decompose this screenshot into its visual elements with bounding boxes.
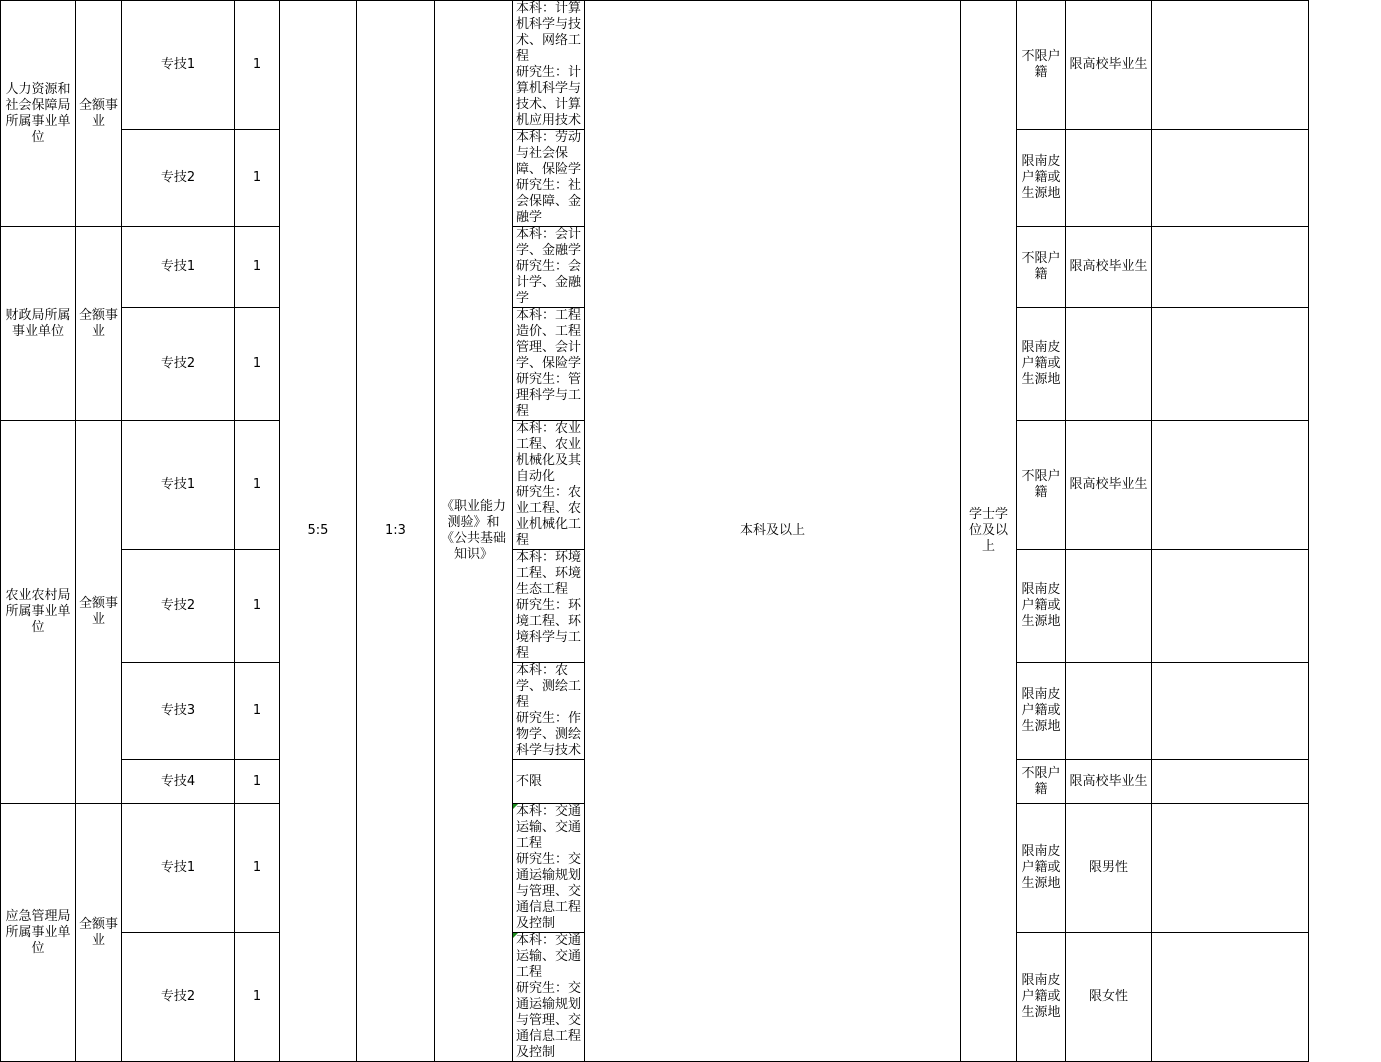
major-requirement: 本科：劳动与社会保障、保险学 研究生：社会保障、金融学 — [513, 130, 585, 227]
household-requirement: 不限户籍 — [1017, 1, 1066, 130]
remarks-cell — [1152, 663, 1309, 760]
post-count: 1 — [235, 308, 280, 421]
post-count: 1 — [235, 550, 280, 663]
post-count: 1 — [235, 663, 280, 760]
post-count: 1 — [235, 933, 280, 1062]
household-requirement: 限南皮户籍或生源地 — [1017, 130, 1066, 227]
household-requirement: 限南皮户籍或生源地 — [1017, 308, 1066, 421]
household-requirement: 不限户籍 — [1017, 227, 1066, 308]
unit-type: 全额事业 — [76, 227, 122, 421]
major-requirement: 不限 — [513, 760, 585, 804]
post-count: 1 — [235, 421, 280, 550]
ratio-1: 5:5 — [280, 1, 357, 1062]
household-requirement: 限南皮户籍或生源地 — [1017, 804, 1066, 933]
remarks-cell — [1152, 550, 1309, 663]
remarks-cell — [1152, 804, 1309, 933]
household-requirement: 不限户籍 — [1017, 421, 1066, 550]
unit-name: 应急管理局所属事业单位 — [1, 804, 76, 1062]
post-count: 1 — [235, 760, 280, 804]
remarks-cell — [1152, 227, 1309, 308]
other-requirement — [1066, 130, 1152, 227]
major-requirement: 本科：农业工程、农业机械化及其自动化 研究生：农业工程、农业机械化工程 — [513, 421, 585, 550]
table-row — [1, 1, 1381, 130]
unit-name: 人力资源和社会保障局所属事业单位 — [1, 1, 76, 227]
other-requirement: 限高校毕业生 — [1066, 227, 1152, 308]
post-count: 1 — [235, 130, 280, 227]
post-name: 专技2 — [122, 933, 235, 1062]
remarks-cell — [1152, 1, 1309, 130]
major-requirement: 本科：农学、测绘工程 研究生：作物学、测绘科学与技术 — [513, 663, 585, 760]
other-requirement: 限高校毕业生 — [1066, 760, 1152, 804]
major-requirement: 本科：工程造价、工程管理、会计学、保险学 研究生：管理科学与工程 — [513, 308, 585, 421]
other-requirement: 限男性 — [1066, 804, 1152, 933]
post-name: 专技1 — [122, 1, 235, 130]
exam-subjects: 《职业能力测验》和《公共基础知识》 — [435, 1, 513, 1062]
household-requirement: 限南皮户籍或生源地 — [1017, 663, 1066, 760]
other-requirement: 限女性 — [1066, 933, 1152, 1062]
unit-type: 全额事业 — [76, 1, 122, 227]
education-requirement: 本科及以上 — [585, 1, 961, 1062]
remarks-cell — [1152, 308, 1309, 421]
post-name: 专技1 — [122, 804, 235, 933]
remarks-cell — [1152, 421, 1309, 550]
major-requirement: 本科：会计学、金融学 研究生：会计学、金融学 — [513, 227, 585, 308]
post-name: 专技2 — [122, 550, 235, 663]
household-requirement: 限南皮户籍或生源地 — [1017, 550, 1066, 663]
unit-name: 农业农村局所属事业单位 — [1, 421, 76, 804]
unit-type: 全额事业 — [76, 804, 122, 1062]
other-requirement: 限高校毕业生 — [1066, 1, 1152, 130]
post-count: 1 — [235, 1, 280, 130]
other-requirement — [1066, 308, 1152, 421]
unit-type: 全额事业 — [76, 421, 122, 804]
major-requirement: 本科：环境工程、环境生态工程 研究生：环境工程、环境科学与工程 — [513, 550, 585, 663]
household-requirement: 限南皮户籍或生源地 — [1017, 933, 1066, 1062]
post-name: 专技1 — [122, 227, 235, 308]
other-requirement — [1066, 663, 1152, 760]
degree-requirement: 学士学位及以上 — [961, 1, 1017, 1062]
post-name: 专技1 — [122, 421, 235, 550]
remarks-cell — [1152, 933, 1309, 1062]
remarks-cell — [1152, 760, 1309, 804]
post-count: 1 — [235, 227, 280, 308]
unit-name: 财政局所属事业单位 — [1, 227, 76, 421]
post-name: 专技2 — [122, 308, 235, 421]
ratio-2: 1:3 — [357, 1, 435, 1062]
major-requirement: 本科：交通运输、交通工程 研究生：交通运输规划与管理、交通信息工程及控制 — [513, 804, 585, 933]
remarks-cell — [1152, 130, 1309, 227]
major-requirement: 本科：交通运输、交通工程 研究生：交通运输规划与管理、交通信息工程及控制 — [513, 933, 585, 1062]
household-requirement: 不限户籍 — [1017, 760, 1066, 804]
post-count: 1 — [235, 804, 280, 933]
other-requirement: 限高校毕业生 — [1066, 421, 1152, 550]
other-requirement — [1066, 550, 1152, 663]
major-requirement: 本科：计算机科学与技术、网络工程 研究生：计算机科学与技术、计算机应用技术 — [513, 1, 585, 130]
post-name: 专技4 — [122, 760, 235, 804]
post-name: 专技3 — [122, 663, 235, 760]
post-name: 专技2 — [122, 130, 235, 227]
